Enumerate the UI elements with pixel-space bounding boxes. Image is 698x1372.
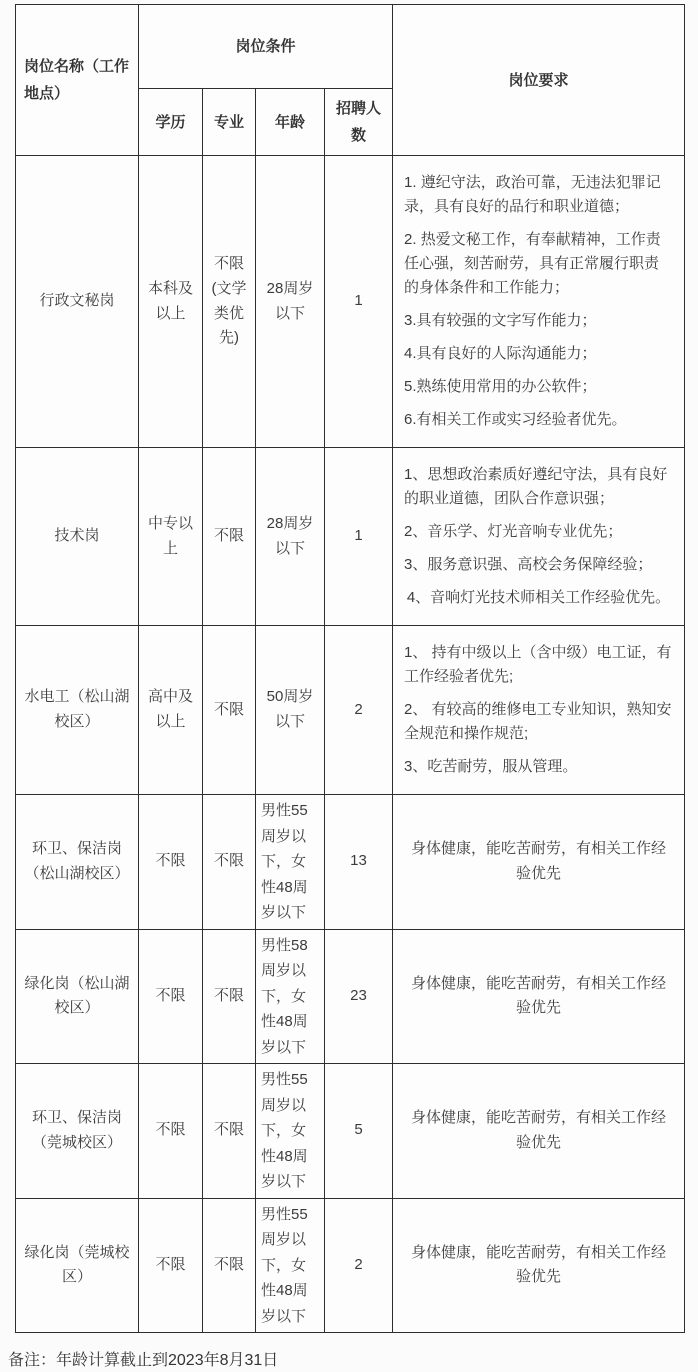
footnote: 备注：年龄计算截止到2023年8月31日 <box>8 1352 279 1369</box>
age-cell: 28周岁以下 <box>256 156 325 448</box>
education-cell: 不限 <box>139 1064 203 1199</box>
requirement-item: 5.熟练使用常用的办公软件； <box>404 378 597 395</box>
count-cell: 5 <box>325 1064 393 1199</box>
count-cell: 1 <box>325 448 393 626</box>
position-cell: 环卫、保洁岗（松山湖校区） <box>16 795 139 930</box>
requirement-item: 6.有相关工作或实习经验者优先。 <box>404 411 627 428</box>
age-cell: 男性55周岁以下，女性48周岁以下 <box>256 1064 325 1199</box>
position-cell: 绿化岗（松山湖校区） <box>16 929 139 1064</box>
education-cell: 中专以上 <box>139 448 203 626</box>
table-row <box>16 448 685 626</box>
header-major: 专业 <box>203 89 256 156</box>
major-cell: 不限 <box>203 1198 256 1333</box>
header-age: 年龄 <box>256 89 325 156</box>
requirements-cell: 身体健康，能吃苦耐劳，有相关工作经验优先 <box>393 1198 685 1333</box>
count-cell: 2 <box>325 1198 393 1333</box>
table-row <box>16 156 685 448</box>
requirement-item: 3、服务意识强、高校会务保障经验； <box>404 556 653 573</box>
requirements-cell: 身体健康，能吃苦耐劳，有相关工作经验优先 <box>393 795 685 930</box>
table-header <box>16 5 685 156</box>
header-requirements: 岗位要求 <box>393 5 685 156</box>
position-cell: 绿化岗（莞城校区） <box>16 1198 139 1333</box>
requirement-item: 2. 热爱文秘工作，有奉献精神，工作责任心强，刻苦耐劳，具有正常履行职责的身体条件和工作能力； <box>404 231 661 296</box>
age-cell: 男性58周岁以下，女性48周岁以下 <box>256 929 325 1064</box>
table-body <box>16 156 685 1333</box>
position-cell: 技术岗 <box>16 448 139 626</box>
table-row <box>16 1198 685 1333</box>
education-cell: 高中及以上 <box>139 626 203 795</box>
requirement-item: 2、 有较高的维修电工专业知识，熟知安全规范和操作规范; <box>404 701 672 742</box>
requirement-item: 3.具有较强的文字写作能力； <box>404 312 597 329</box>
header-count: 招聘人数 <box>325 89 393 156</box>
requirement-item: 1、 持有中级以上（含中级）电工证，有工作经验者优先; <box>404 644 672 685</box>
requirements-cell <box>393 626 685 795</box>
major-cell: 不限(文学类优先) <box>203 156 256 448</box>
table-row <box>16 929 685 1064</box>
age-cell: 男性55周岁以下，女性48周岁以下 <box>256 1198 325 1333</box>
requirements-cell <box>393 156 685 448</box>
major-cell: 不限 <box>203 795 256 930</box>
header-conditions: 岗位条件 <box>139 5 393 89</box>
education-cell: 不限 <box>139 1198 203 1333</box>
requirement-item: 4.具有良好的人际沟通能力； <box>404 345 597 362</box>
age-cell: 28周岁以下 <box>256 448 325 626</box>
requirement-item: 1、思想政治素质好遵纪守法，具有良好的职业道德，团队合作意识强； <box>404 466 668 507</box>
count-cell: 23 <box>325 929 393 1064</box>
education-cell: 不限 <box>139 929 203 1064</box>
table-row <box>16 1064 685 1199</box>
major-cell: 不限 <box>203 1064 256 1199</box>
count-cell: 13 <box>325 795 393 930</box>
requirements-cell <box>393 448 685 626</box>
major-cell: 不限 <box>203 626 256 795</box>
age-cell: 50周岁以下 <box>256 626 325 795</box>
header-education: 学历 <box>139 89 203 156</box>
requirement-item: 4、音响灯光技术师相关工作经验优先。 <box>406 589 671 606</box>
education-cell: 不限 <box>139 795 203 930</box>
table-row <box>16 795 685 930</box>
count-cell: 1 <box>325 156 393 448</box>
major-cell: 不限 <box>203 448 256 626</box>
requirement-item: 3、吃苦耐劳，服从管理。 <box>404 758 578 775</box>
table-row <box>16 626 685 795</box>
requirement-item: 1. 遵纪守法，政治可靠，无违法犯罪记录，具有良好的品行和职业道德； <box>404 174 661 215</box>
major-cell: 不限 <box>203 929 256 1064</box>
position-cell: 水电工（松山湖校区） <box>16 626 139 795</box>
position-cell: 行政文秘岗 <box>16 156 139 448</box>
position-cell: 环卫、保洁岗（莞城校区） <box>16 1064 139 1199</box>
header-row-1 <box>16 5 685 89</box>
requirements-cell: 身体健康，能吃苦耐劳，有相关工作经验优先 <box>393 929 685 1064</box>
requirement-item: 2、音乐学、灯光音响专业优先； <box>404 523 623 540</box>
header-position: 岗位名称（工作地点） <box>16 5 139 156</box>
requirements-cell: 身体健康，能吃苦耐劳，有相关工作经验优先 <box>393 1064 685 1199</box>
age-cell: 男性55周岁以下，女性48周岁以下 <box>256 795 325 930</box>
recruitment-table <box>15 4 685 1333</box>
count-cell: 2 <box>325 626 393 795</box>
education-cell: 本科及以上 <box>139 156 203 448</box>
